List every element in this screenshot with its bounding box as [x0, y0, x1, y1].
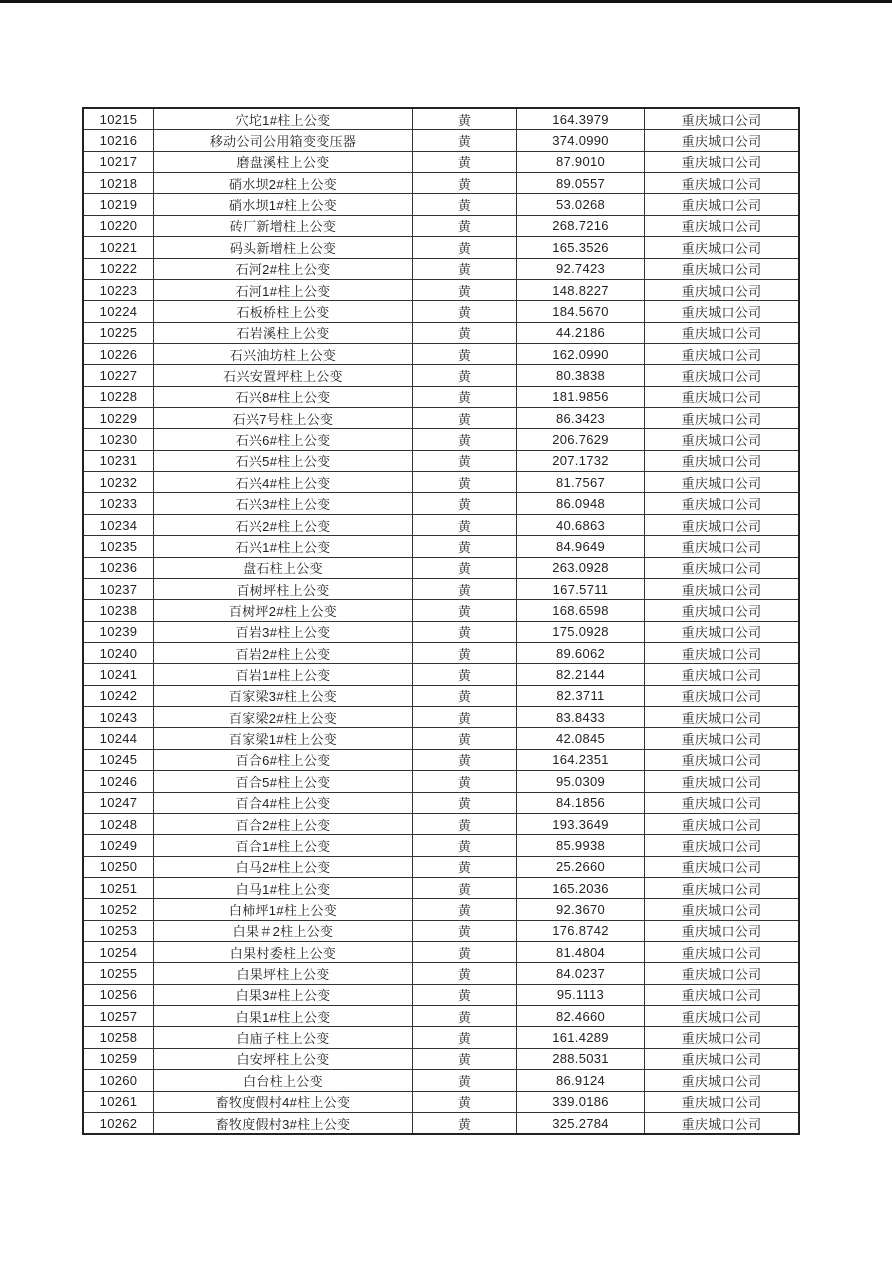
- cell-id: 10245: [84, 750, 154, 770]
- cell-company: 重庆城口公司: [681, 433, 762, 449]
- cell-device-name: 百合5#柱上公变: [154, 771, 413, 791]
- cell-id: 10248: [84, 814, 154, 834]
- cell-value: 82.4660: [517, 1006, 645, 1026]
- cell-id: 10227: [84, 365, 154, 385]
- table-row: [84, 985, 798, 1006]
- cell-device-name: 石板桥柱上公变: [154, 301, 413, 321]
- table-row: [84, 835, 798, 856]
- cell-color-flag: 黄: [413, 387, 517, 407]
- cell-device-name: 畜牧度假村4#柱上公变: [154, 1092, 413, 1112]
- cell-company: 重庆城口公司: [681, 283, 762, 299]
- cell-value: 44.2186: [517, 323, 645, 343]
- cell-value: 95.1113: [517, 985, 645, 1005]
- cell-color-flag: 黄: [413, 515, 517, 535]
- cell-value: 339.0186: [517, 1092, 645, 1112]
- cell-id: 10258: [84, 1027, 154, 1047]
- cell-company: 重庆城口公司: [681, 625, 762, 641]
- cell-value: 92.3670: [517, 899, 645, 919]
- cell-value: 148.8227: [517, 280, 645, 300]
- cell-color-flag: 黄: [413, 622, 517, 642]
- table-row: [84, 942, 798, 963]
- cell-device-name: 石兴4#柱上公变: [154, 472, 413, 492]
- cell-id: 10223: [84, 280, 154, 300]
- cell-device-name: 白柿坪1#柱上公变: [154, 899, 413, 919]
- cell-value: 161.4289: [517, 1027, 645, 1047]
- cell-id: 10238: [84, 600, 154, 620]
- cell-value: 89.6062: [517, 643, 645, 663]
- cell-color-flag: 黄: [413, 109, 517, 129]
- cell-value: 325.2784: [517, 1113, 645, 1133]
- cell-value: 85.9938: [517, 835, 645, 855]
- cell-id: 10229: [84, 408, 154, 428]
- cell-color-flag: 黄: [413, 878, 517, 898]
- cell-company: 重庆城口公司: [681, 326, 762, 342]
- cell-id: 10242: [84, 686, 154, 706]
- cell-device-name: 白果坪柱上公变: [154, 963, 413, 983]
- table-row: [84, 451, 798, 472]
- cell-company: 重庆城口公司: [681, 1009, 762, 1025]
- cell-id: 10262: [84, 1113, 154, 1133]
- cell-id: 10230: [84, 429, 154, 449]
- cell-company: 重庆城口公司: [681, 902, 762, 918]
- cell-color-flag: 黄: [413, 579, 517, 599]
- cell-company: 重庆城口公司: [681, 390, 762, 406]
- cell-device-name: 百岩3#柱上公变: [154, 622, 413, 642]
- cell-value: 167.5711: [517, 579, 645, 599]
- table-row: [84, 194, 798, 215]
- cell-device-name: 石兴5#柱上公变: [154, 451, 413, 471]
- cell-color-flag: 黄: [413, 750, 517, 770]
- table-row: [84, 259, 798, 280]
- cell-company: 重庆城口公司: [681, 796, 762, 812]
- cell-device-name: 砖厂新增柱上公变: [154, 216, 413, 236]
- cell-company: 重庆城口公司: [681, 1073, 762, 1089]
- cell-id: 10237: [84, 579, 154, 599]
- cell-value: 25.2660: [517, 857, 645, 877]
- cell-id: 10249: [84, 835, 154, 855]
- cell-device-name: 百家梁2#柱上公变: [154, 707, 413, 727]
- cell-id: 10220: [84, 216, 154, 236]
- cell-value: 84.0237: [517, 963, 645, 983]
- cell-id: 10233: [84, 493, 154, 513]
- cell-id: 10240: [84, 643, 154, 663]
- table-row: [84, 963, 798, 984]
- table-row: [84, 429, 798, 450]
- cell-id: 10250: [84, 857, 154, 877]
- cell-value: 288.5031: [517, 1049, 645, 1069]
- cell-value: 168.6598: [517, 600, 645, 620]
- cell-device-name: 百合1#柱上公变: [154, 835, 413, 855]
- cell-id: 10254: [84, 942, 154, 962]
- cell-company: 重庆城口公司: [681, 838, 762, 854]
- cell-device-name: 白果＃2柱上公变: [154, 921, 413, 941]
- cell-company: 重庆城口公司: [681, 176, 762, 192]
- cell-device-name: 百树坪2#柱上公变: [154, 600, 413, 620]
- table-row: [84, 536, 798, 557]
- table-row: [84, 1027, 798, 1048]
- table-row: [84, 173, 798, 194]
- cell-device-name: 百合2#柱上公变: [154, 814, 413, 834]
- cell-color-flag: 黄: [413, 152, 517, 172]
- table-row: [84, 857, 798, 878]
- cell-device-name: 石兴3#柱上公变: [154, 493, 413, 513]
- cell-id: 10216: [84, 130, 154, 150]
- table-row: [84, 814, 798, 835]
- table-row: [84, 365, 798, 386]
- cell-value: 162.0990: [517, 344, 645, 364]
- cell-color-flag: 黄: [413, 771, 517, 791]
- table-row: [84, 216, 798, 237]
- cell-device-name: 白马1#柱上公变: [154, 878, 413, 898]
- cell-company: 重庆城口公司: [681, 582, 762, 598]
- cell-company: 重庆城口公司: [681, 646, 762, 662]
- cell-value: 164.2351: [517, 750, 645, 770]
- table-row: [84, 387, 798, 408]
- cell-value: 164.3979: [517, 109, 645, 129]
- cell-id: 10232: [84, 472, 154, 492]
- table-row: [84, 515, 798, 536]
- table-row: [84, 344, 798, 365]
- cell-id: 10256: [84, 985, 154, 1005]
- cell-id: 10234: [84, 515, 154, 535]
- cell-value: 95.0309: [517, 771, 645, 791]
- cell-device-name: 石兴7号柱上公变: [154, 408, 413, 428]
- cell-company: 重庆城口公司: [681, 368, 762, 384]
- cell-color-flag: 黄: [413, 1070, 517, 1090]
- cell-company: 重庆城口公司: [681, 304, 762, 320]
- table-row: [84, 750, 798, 771]
- cell-company: 重庆城口公司: [681, 860, 762, 876]
- cell-value: 84.1856: [517, 793, 645, 813]
- cell-device-name: 石河2#柱上公变: [154, 259, 413, 279]
- cell-device-name: 移动公司公用箱变变压器: [154, 130, 413, 150]
- cell-company: 重庆城口公司: [681, 1095, 762, 1111]
- table-row: [84, 323, 798, 344]
- cell-value: 40.6863: [517, 515, 645, 535]
- cell-value: 263.0928: [517, 558, 645, 578]
- cell-color-flag: 黄: [413, 1113, 517, 1133]
- cell-color-flag: 黄: [413, 728, 517, 748]
- cell-color-flag: 黄: [413, 429, 517, 449]
- cell-color-flag: 黄: [413, 408, 517, 428]
- table-row: [84, 237, 798, 258]
- cell-device-name: 百家梁1#柱上公变: [154, 728, 413, 748]
- table-row: [84, 707, 798, 728]
- cell-device-name: 百合4#柱上公变: [154, 793, 413, 813]
- cell-color-flag: 黄: [413, 686, 517, 706]
- table-row: [84, 600, 798, 621]
- cell-id: 10222: [84, 259, 154, 279]
- cell-company: 重庆城口公司: [681, 945, 762, 961]
- cell-color-flag: 黄: [413, 1049, 517, 1069]
- cell-id: 10243: [84, 707, 154, 727]
- table-row: [84, 493, 798, 514]
- cell-value: 92.7423: [517, 259, 645, 279]
- cell-device-name: 百岩2#柱上公变: [154, 643, 413, 663]
- cell-color-flag: 黄: [413, 451, 517, 471]
- cell-value: 86.3423: [517, 408, 645, 428]
- table-row: [84, 686, 798, 707]
- cell-device-name: 硝水坝2#柱上公变: [154, 173, 413, 193]
- cell-company: 重庆城口公司: [681, 924, 762, 940]
- cell-color-flag: 黄: [413, 1027, 517, 1047]
- cell-value: 175.0928: [517, 622, 645, 642]
- cell-id: 10217: [84, 152, 154, 172]
- cell-id: 10218: [84, 173, 154, 193]
- cell-device-name: 白庙子柱上公变: [154, 1027, 413, 1047]
- table-row: [84, 579, 798, 600]
- cell-id: 10244: [84, 728, 154, 748]
- cell-value: 53.0268: [517, 194, 645, 214]
- cell-device-name: 硝水坝1#柱上公变: [154, 194, 413, 214]
- table-row: [84, 771, 798, 792]
- cell-color-flag: 黄: [413, 963, 517, 983]
- cell-company: 重庆城口公司: [681, 475, 762, 491]
- cell-company: 重庆城口公司: [681, 454, 762, 470]
- cell-company: 重庆城口公司: [681, 198, 762, 214]
- table-row: [84, 622, 798, 643]
- cell-device-name: 百合6#柱上公变: [154, 750, 413, 770]
- cell-company: 重庆城口公司: [681, 988, 762, 1004]
- cell-value: 176.8742: [517, 921, 645, 941]
- cell-company: 重庆城口公司: [681, 710, 762, 726]
- cell-company: 重庆城口公司: [681, 1052, 762, 1068]
- cell-id: 10215: [84, 109, 154, 129]
- cell-device-name: 白台柱上公变: [154, 1070, 413, 1090]
- cell-id: 10241: [84, 664, 154, 684]
- cell-color-flag: 黄: [413, 237, 517, 257]
- cell-color-flag: 黄: [413, 194, 517, 214]
- cell-color-flag: 黄: [413, 985, 517, 1005]
- cell-color-flag: 黄: [413, 643, 517, 663]
- cell-id: 10236: [84, 558, 154, 578]
- cell-value: 81.4804: [517, 942, 645, 962]
- cell-value: 86.0948: [517, 493, 645, 513]
- cell-device-name: 盘石柱上公变: [154, 558, 413, 578]
- cell-value: 42.0845: [517, 728, 645, 748]
- cell-company: 重庆城口公司: [681, 753, 762, 769]
- table-row: [84, 472, 798, 493]
- cell-device-name: 百岩1#柱上公变: [154, 664, 413, 684]
- table-row: [84, 793, 798, 814]
- cell-id: 10221: [84, 237, 154, 257]
- cell-device-name: 白马2#柱上公变: [154, 857, 413, 877]
- table-row: [84, 408, 798, 429]
- cell-device-name: 百树坪柱上公变: [154, 579, 413, 599]
- cell-id: 10247: [84, 793, 154, 813]
- table-row: [84, 921, 798, 942]
- data-table: [82, 107, 800, 1135]
- cell-color-flag: 黄: [413, 707, 517, 727]
- cell-id: 10226: [84, 344, 154, 364]
- cell-value: 86.9124: [517, 1070, 645, 1090]
- cell-color-flag: 黄: [413, 493, 517, 513]
- table-row: [84, 728, 798, 749]
- cell-device-name: 石兴8#柱上公变: [154, 387, 413, 407]
- cell-value: 181.9856: [517, 387, 645, 407]
- cell-color-flag: 黄: [413, 130, 517, 150]
- cell-color-flag: 黄: [413, 857, 517, 877]
- cell-color-flag: 黄: [413, 344, 517, 364]
- cell-color-flag: 黄: [413, 259, 517, 279]
- cell-id: 10228: [84, 387, 154, 407]
- cell-id: 10246: [84, 771, 154, 791]
- cell-value: 87.9010: [517, 152, 645, 172]
- cell-value: 84.9649: [517, 536, 645, 556]
- cell-company: 重庆城口公司: [681, 603, 762, 619]
- cell-value: 165.3526: [517, 237, 645, 257]
- cell-device-name: 白果3#柱上公变: [154, 985, 413, 1005]
- cell-id: 10225: [84, 323, 154, 343]
- cell-color-flag: 黄: [413, 793, 517, 813]
- cell-company: 重庆城口公司: [681, 240, 762, 256]
- table-row: [84, 878, 798, 899]
- cell-company: 重庆城口公司: [681, 518, 762, 534]
- cell-company: 重庆城口公司: [681, 817, 762, 833]
- table-row: [84, 1006, 798, 1027]
- cell-id: 10239: [84, 622, 154, 642]
- cell-value: 80.3838: [517, 365, 645, 385]
- cell-device-name: 石岩溪柱上公变: [154, 323, 413, 343]
- cell-color-flag: 黄: [413, 216, 517, 236]
- cell-value: 374.0990: [517, 130, 645, 150]
- cell-color-flag: 黄: [413, 1006, 517, 1026]
- cell-color-flag: 黄: [413, 942, 517, 962]
- cell-company: 重庆城口公司: [681, 689, 762, 705]
- table-row: [84, 301, 798, 322]
- table-row: [84, 280, 798, 301]
- table-row: [84, 558, 798, 579]
- table-row: [84, 1092, 798, 1113]
- cell-id: 10261: [84, 1092, 154, 1112]
- cell-id: 10231: [84, 451, 154, 471]
- cell-value: 83.8433: [517, 707, 645, 727]
- cell-color-flag: 黄: [413, 173, 517, 193]
- cell-id: 10252: [84, 899, 154, 919]
- cell-id: 10253: [84, 921, 154, 941]
- cell-device-name: 白果村委柱上公变: [154, 942, 413, 962]
- cell-value: 82.2144: [517, 664, 645, 684]
- cell-id: 10235: [84, 536, 154, 556]
- cell-color-flag: 黄: [413, 301, 517, 321]
- cell-color-flag: 黄: [413, 323, 517, 343]
- cell-device-name: 石兴2#柱上公变: [154, 515, 413, 535]
- table-row: [84, 899, 798, 920]
- cell-value: 184.5670: [517, 301, 645, 321]
- cell-company: 重庆城口公司: [681, 774, 762, 790]
- cell-company: 重庆城口公司: [681, 1116, 762, 1132]
- cell-color-flag: 黄: [413, 899, 517, 919]
- cell-value: 207.1732: [517, 451, 645, 471]
- cell-company: 重庆城口公司: [681, 732, 762, 748]
- table-row: [84, 152, 798, 173]
- cell-company: 重庆城口公司: [681, 262, 762, 278]
- cell-company: 重庆城口公司: [681, 539, 762, 555]
- cell-color-flag: 黄: [413, 536, 517, 556]
- cell-device-name: 畜牧度假村3#柱上公变: [154, 1113, 413, 1133]
- cell-id: 10257: [84, 1006, 154, 1026]
- table-row: [84, 1070, 798, 1091]
- cell-company: 重庆城口公司: [681, 112, 762, 128]
- cell-device-name: 穴坨1#柱上公变: [154, 109, 413, 129]
- cell-company: 重庆城口公司: [681, 155, 762, 171]
- cell-device-name: 白安坪柱上公变: [154, 1049, 413, 1069]
- cell-id: 10251: [84, 878, 154, 898]
- cell-company: 重庆城口公司: [681, 1031, 762, 1047]
- cell-value: 193.3649: [517, 814, 645, 834]
- cell-color-flag: 黄: [413, 1092, 517, 1112]
- cell-company: 重庆城口公司: [681, 134, 762, 150]
- cell-device-name: 石兴安置坪柱上公变: [154, 365, 413, 385]
- cell-device-name: 白果1#柱上公变: [154, 1006, 413, 1026]
- cell-company: 重庆城口公司: [681, 561, 762, 577]
- cell-device-name: 石兴6#柱上公变: [154, 429, 413, 449]
- table-row: [84, 664, 798, 685]
- cell-id: 10260: [84, 1070, 154, 1090]
- cell-device-name: 磨盘溪柱上公变: [154, 152, 413, 172]
- cell-company: 重庆城口公司: [681, 411, 762, 427]
- cell-color-flag: 黄: [413, 472, 517, 492]
- cell-device-name: 百家梁3#柱上公变: [154, 686, 413, 706]
- cell-color-flag: 黄: [413, 814, 517, 834]
- cell-id: 10224: [84, 301, 154, 321]
- cell-company: 重庆城口公司: [681, 967, 762, 983]
- cell-company: 重庆城口公司: [681, 219, 762, 235]
- cell-id: 10255: [84, 963, 154, 983]
- cell-value: 81.7567: [517, 472, 645, 492]
- table-row: [84, 643, 798, 664]
- cell-company: 重庆城口公司: [681, 668, 762, 684]
- cell-value: 268.7216: [517, 216, 645, 236]
- table-row: [84, 1049, 798, 1070]
- cell-value: 82.3711: [517, 686, 645, 706]
- table-row: [84, 109, 798, 130]
- cell-value: 89.0557: [517, 173, 645, 193]
- cell-device-name: 码头新增柱上公变: [154, 237, 413, 257]
- table-row: [84, 1113, 798, 1133]
- cell-color-flag: 黄: [413, 600, 517, 620]
- cell-color-flag: 黄: [413, 921, 517, 941]
- page-top-edge-bar: [0, 0, 892, 3]
- cell-color-flag: 黄: [413, 835, 517, 855]
- cell-company: 重庆城口公司: [681, 881, 762, 897]
- cell-device-name: 石兴油坊柱上公变: [154, 344, 413, 364]
- cell-id: 10259: [84, 1049, 154, 1069]
- cell-color-flag: 黄: [413, 280, 517, 300]
- cell-company: 重庆城口公司: [681, 347, 762, 363]
- cell-color-flag: 黄: [413, 664, 517, 684]
- cell-color-flag: 黄: [413, 558, 517, 578]
- cell-color-flag: 黄: [413, 365, 517, 385]
- cell-value: 206.7629: [517, 429, 645, 449]
- cell-device-name: 石河1#柱上公变: [154, 280, 413, 300]
- table-row: [84, 130, 798, 151]
- cell-company: 重庆城口公司: [681, 497, 762, 513]
- cell-value: 165.2036: [517, 878, 645, 898]
- cell-id: 10219: [84, 194, 154, 214]
- cell-device-name: 石兴1#柱上公变: [154, 536, 413, 556]
